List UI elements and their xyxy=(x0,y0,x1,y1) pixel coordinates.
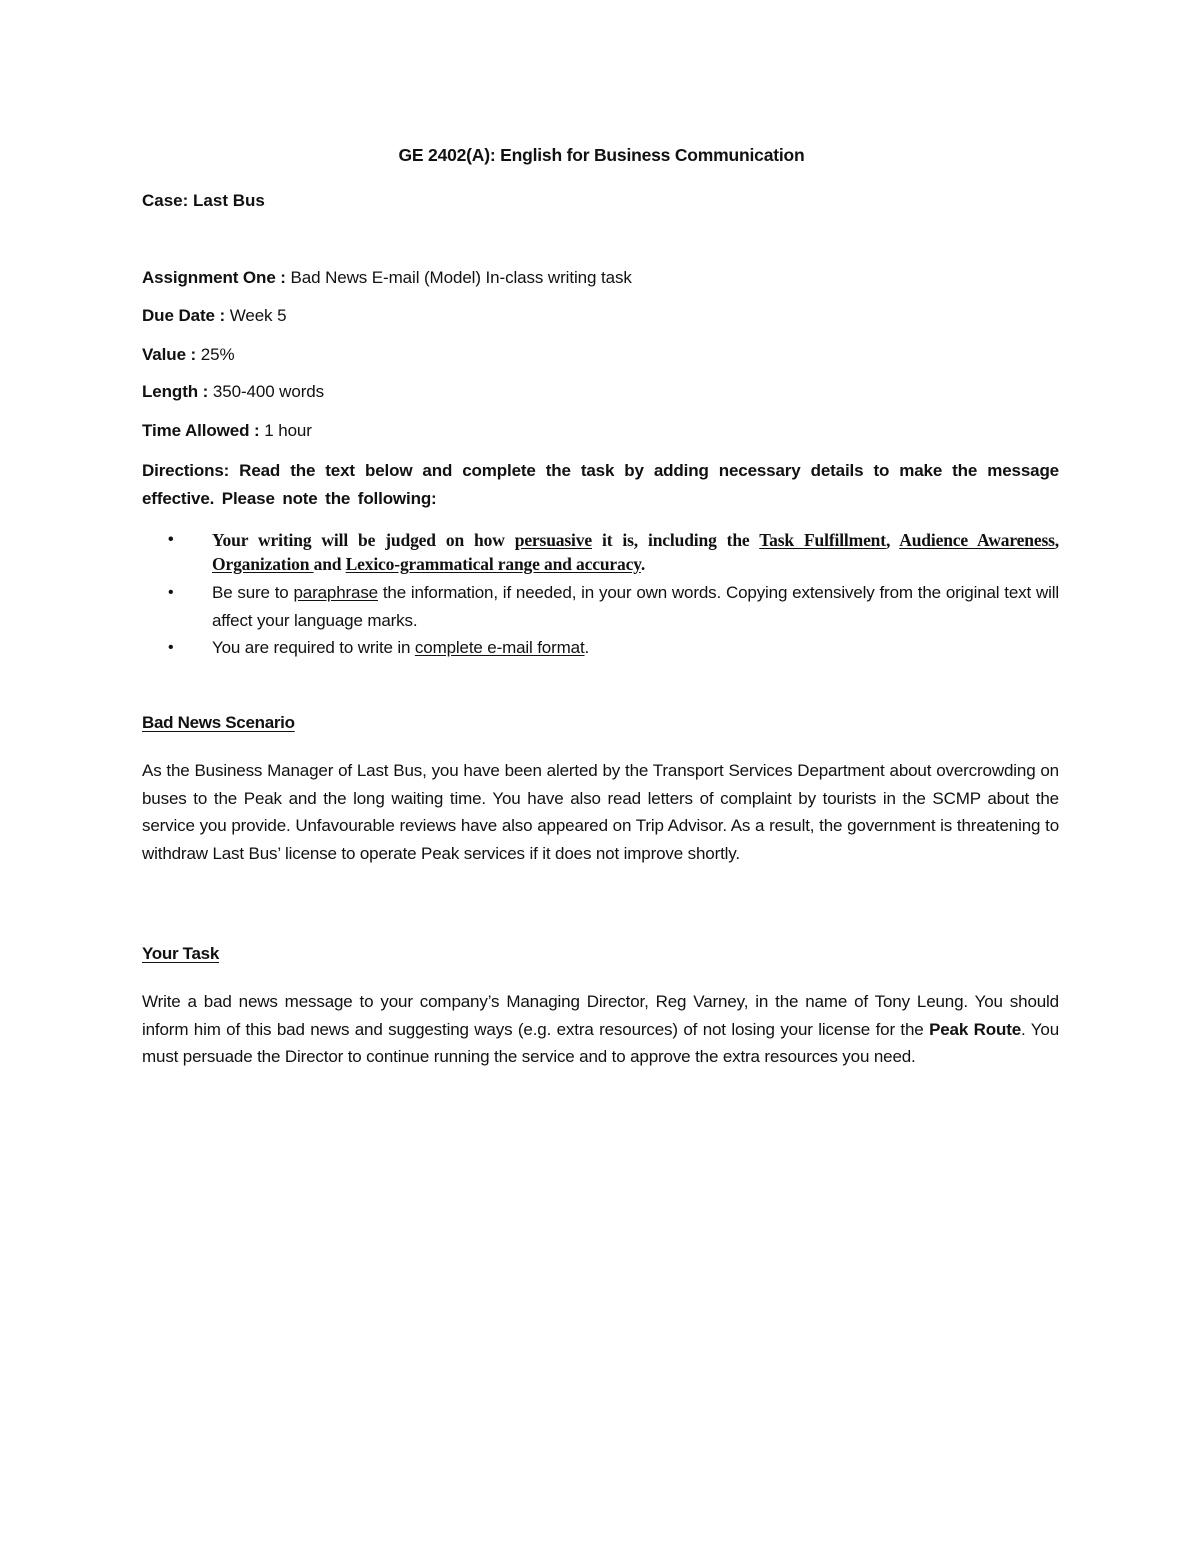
keyword-paraphrase: paraphrase xyxy=(293,583,378,602)
case-label: Case: xyxy=(142,191,189,210)
due-date-label: Due Date : xyxy=(142,306,226,325)
assignment-value: Bad News E-mail (Model) In-class writing task xyxy=(290,268,632,287)
document-title: GE 2402(A): English for Business Communication xyxy=(398,145,805,165)
keyword-lexico-grammatical: Lexico-grammatical range and accuracy xyxy=(345,554,641,574)
task-paragraph: Write a bad news message to your company’s Managing Director, Reg Varney, in the name of Tony Leung. You should inform him of this bad news and suggesting ways (e.g. extra resources) of not losing your license for the Peak Route. You must persuade the Director to continue running the service and to approve the extra resources you need. xyxy=(142,992,1060,1066)
bullet-icon: • xyxy=(168,584,174,601)
bullet-icon: • xyxy=(168,531,174,548)
due-date-value: Week 5 xyxy=(229,306,287,325)
keyword-email-format: complete e-mail format xyxy=(414,638,585,657)
document-page xyxy=(142,0,1059,1553)
case-value: Last Bus xyxy=(193,191,265,210)
assignment-line xyxy=(142,268,632,288)
time-allowed-line xyxy=(142,421,312,441)
task-heading: Your Task xyxy=(142,944,219,963)
directions-paragraph: Directions: Read the text below and complete the task by adding necessary details to make the message effective. Please note the following: xyxy=(142,461,1059,508)
value-label: Value : xyxy=(142,345,197,364)
length-line xyxy=(142,382,324,402)
list-item-email-format: • You are required to write in complete e-mail format. xyxy=(142,634,1059,662)
case-line xyxy=(142,191,265,211)
peak-route-emphasis: Peak Route xyxy=(929,1019,1022,1039)
due-date-line xyxy=(142,306,286,326)
time-allowed-label: Time Allowed : xyxy=(142,421,260,440)
keyword-persuasive: persuasive xyxy=(514,530,592,550)
length-value: 350-400 words xyxy=(212,382,325,401)
list-item-judging-criteria: • Your writing will be judged on how persuasive it is, including the Task Fulfillment, Audience Awareness, Organization and Lexico-grammatical range and accuracy. xyxy=(168,530,1060,574)
scenario-paragraph: As the Business Manager of Last Bus, you have been alerted by the Transport Services Department about overcrowding on buses to the Peak and the long waiting time. You have also read letters of complaint by tourists in the SCMP about the service you provide. Unfavourable reviews have also appeared on Trip Advisor. As a result, the government is threatening to withdraw Last Bus’ license to operate Peak services if it does not improve shortly. xyxy=(142,761,1059,863)
time-allowed-value: 1 hour xyxy=(264,421,312,440)
bullet-icon: • xyxy=(168,639,174,656)
assignment-label: Assignment One : xyxy=(142,268,286,287)
keyword-organization: Organization xyxy=(212,554,314,574)
list-item-paraphrase: • Be sure to paraphrase the information, if needed, in your own words. Copying extensively from the original text will affect your language marks. xyxy=(142,579,1059,634)
keyword-task-fulfillment: Task Fulfillment xyxy=(759,530,886,550)
instruction-list xyxy=(142,528,1059,662)
value-line xyxy=(142,345,234,365)
length-label: Length : xyxy=(142,382,209,401)
keyword-audience-awareness: Audience Awareness xyxy=(899,530,1055,550)
value-value: 25% xyxy=(200,345,235,364)
scenario-heading: Bad News Scenario xyxy=(142,713,295,732)
